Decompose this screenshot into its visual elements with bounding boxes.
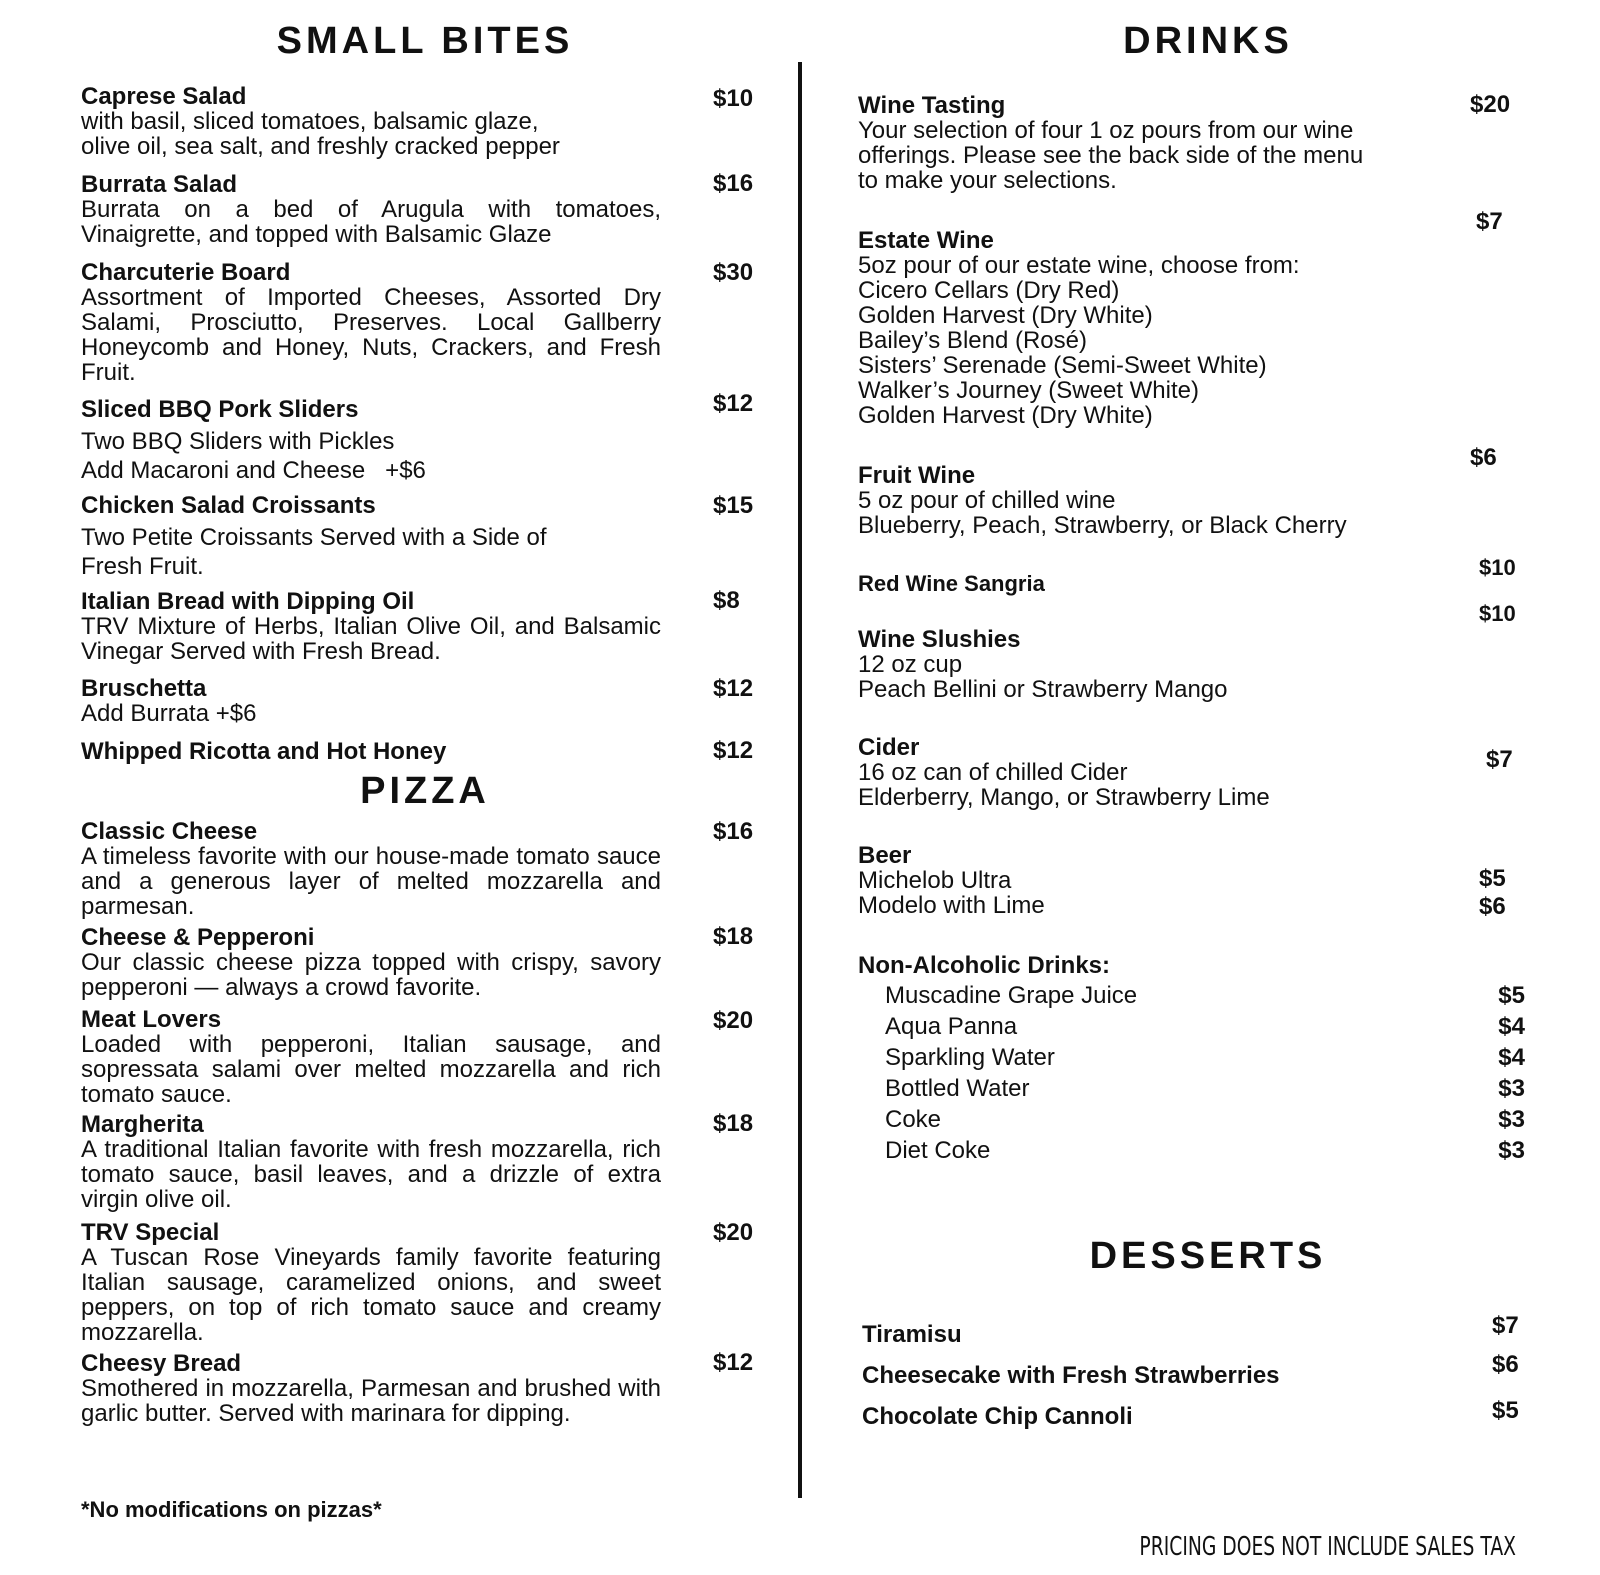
item-desc: Our classic cheese pizza topped with crispy, savory pepperoni — always a crowd favorite.: [81, 949, 661, 1001]
item-name: Muscadine Grape Juice: [885, 982, 1138, 1009]
menu-item: [858, 735, 1458, 810]
item-desc: to make your selections.: [858, 167, 1117, 194]
item-price: $16: [713, 818, 754, 845]
item-name: Cider: [858, 734, 920, 761]
item-price: $7: [1476, 208, 1503, 235]
item-price: $10: [1479, 601, 1516, 626]
item-name: Diet Coke: [885, 1137, 991, 1164]
item-price: $12: [713, 1349, 754, 1376]
item-desc: A timeless favorite with our house-made tomato sauce and a generous layer of melted mozzarella and parmesan.: [81, 843, 661, 920]
item-name: Bottled Water: [885, 1075, 1030, 1102]
item-desc: 5 oz pour of chilled wine: [858, 487, 1116, 514]
item-name: Caprese Salad: [81, 83, 247, 110]
item-name: Coke: [885, 1106, 942, 1133]
item-desc: with basil, sliced tomatoes, balsamic glaze,: [81, 108, 539, 135]
pizza-title: PIZZA: [360, 770, 490, 812]
column-divider: [798, 62, 802, 1498]
item-name: Cheesy Bread: [81, 1350, 242, 1377]
list-item: [885, 1076, 1525, 1101]
non-alcoholic-title: Non-Alcoholic Drinks:: [858, 952, 1111, 979]
item-name: Wine Slushies: [858, 626, 1021, 653]
menu-item: [81, 84, 661, 159]
dessert-name: Tiramisu: [862, 1321, 962, 1348]
pizza-note: *No modifications on pizzas*: [81, 1497, 382, 1522]
item-price: $3: [1498, 1075, 1525, 1102]
drinks-title: DRINKS: [1123, 20, 1293, 62]
sales-tax-note: PRICING DOES NOT INCLUDE SALES TAX: [1139, 1532, 1516, 1562]
item-name: Classic Cheese: [81, 818, 258, 845]
item-name: Meat Lovers: [81, 1006, 222, 1033]
menu-item: [81, 925, 661, 1000]
item-price: $16: [713, 170, 754, 197]
item-desc: offerings. Please see the back side of the menu: [858, 142, 1364, 169]
item-desc: Two BBQ Sliders with Pickles: [81, 428, 395, 455]
menu-item: [81, 172, 661, 247]
item-price: $6: [1470, 444, 1497, 471]
menu-item: [81, 260, 661, 385]
item-desc: Golden Harvest (Dry White): [858, 402, 1153, 429]
item-price: $8: [713, 587, 740, 614]
item-name: Bruschetta: [81, 675, 207, 702]
menu-item: [858, 228, 1458, 428]
item-desc: Peach Bellini or Strawberry Mango: [858, 676, 1228, 703]
item-desc: A Tuscan Rose Vineyards family favorite featuring Italian sausage, caramelized onions, and sweet peppers, on top of rich tomato sauce and creamy mozzarella.: [81, 1244, 661, 1346]
item-desc: Loaded with pepperoni, Italian sausage, and sopressata salami over melted mozzarella and rich tomato sauce.: [81, 1031, 661, 1108]
item-price: $4: [1498, 1013, 1525, 1040]
menu-item: [858, 93, 1458, 193]
item-price: $10: [713, 85, 754, 112]
item-name: Estate Wine: [858, 227, 994, 254]
item-price: $5: [1492, 1397, 1519, 1424]
dessert-name: Chocolate Chip Cannoli: [862, 1403, 1133, 1430]
item-name: Sliced BBQ Pork Sliders: [81, 396, 359, 423]
menu-item: [858, 627, 1458, 702]
item-price: $7: [1492, 1312, 1519, 1339]
item-name: Wine Tasting: [858, 92, 1006, 119]
list-item: [885, 1107, 1525, 1132]
item-desc: Fresh Fruit.: [81, 553, 204, 580]
menu-item: [81, 739, 661, 764]
item-desc: Sisters’ Serenade (Semi-Sweet White): [858, 352, 1267, 379]
item-name: Italian Bread with Dipping Oil: [81, 588, 415, 615]
item-price: $6: [1479, 893, 1506, 920]
item-price: $20: [713, 1007, 754, 1034]
desserts-title: DESSERTS: [1089, 1235, 1327, 1277]
item-price: $12: [713, 737, 754, 764]
item-name: TRV Special: [81, 1219, 220, 1246]
item-desc: Modelo with Lime: [858, 892, 1045, 919]
item-desc: Michelob Ultra: [858, 867, 1012, 894]
item-desc: Blueberry, Peach, Strawberry, or Black Cherry: [858, 512, 1347, 539]
list-item: [885, 1014, 1525, 1039]
list-item: [885, 983, 1525, 1008]
item-price: $18: [713, 1110, 754, 1137]
item-price: $15: [713, 492, 754, 519]
item-name: Chicken Salad Croissants: [81, 492, 376, 519]
menu-item: [81, 397, 661, 485]
item-price: $5: [1498, 982, 1525, 1009]
item-name: Margherita: [81, 1111, 204, 1138]
item-desc: TRV Mixture of Herbs, Italian Olive Oil, and Balsamic Vinegar Served with Fresh Bread.: [81, 613, 661, 665]
item-name: Red Wine Sangria: [858, 571, 1045, 596]
item-desc: A traditional Italian favorite with fresh mozzarella, rich tomato sauce, basil leaves, and a drizzle of extra virgin olive oil.: [81, 1136, 661, 1213]
item-price: $7: [1486, 746, 1513, 773]
menu-item: [858, 843, 1458, 918]
menu-item: [81, 493, 661, 581]
item-desc: olive oil, sea salt, and freshly cracked pepper: [81, 133, 560, 160]
item-desc: 16 oz can of chilled Cider: [858, 759, 1128, 786]
menu-item: [81, 819, 661, 919]
item-desc: Assortment of Imported Cheeses, Assorted Dry Salami, Prosciutto, Preserves. Local Gallberry Honeycomb and Honey, Nuts, Crackers, and Fresh Fruit.: [81, 284, 661, 386]
menu-item: [81, 1007, 661, 1107]
item-name: Sparkling Water: [885, 1044, 1055, 1071]
item-name: Fruit Wine: [858, 462, 976, 489]
item-desc: 5oz pour of our estate wine, choose from:: [858, 252, 1300, 279]
item-desc: Add Macaroni and Cheese +$6: [81, 457, 426, 484]
item-price: $3: [1498, 1137, 1525, 1164]
item-desc: Smothered in mozzarella, Parmesan and brushed with garlic butter. Served with marinara for dipping.: [81, 1375, 661, 1427]
item-desc: 12 oz cup: [858, 651, 963, 678]
item-desc: Elderberry, Mango, or Strawberry Lime: [858, 784, 1270, 811]
list-item: [885, 1045, 1525, 1070]
item-price: $12: [713, 675, 754, 702]
item-name: Aqua Panna: [885, 1013, 1018, 1040]
item-price: $20: [1470, 91, 1511, 118]
item-desc: Bailey’s Blend (Rosé): [858, 327, 1087, 354]
item-price: $18: [713, 923, 754, 950]
item-name: Charcuterie Board: [81, 259, 291, 286]
item-desc: Two Petite Croissants Served with a Side of: [81, 524, 547, 551]
menu-item: [858, 571, 1458, 596]
menu-item: [858, 463, 1458, 538]
item-name: Whipped Ricotta and Hot Honey: [81, 738, 447, 765]
item-price: $30: [713, 259, 754, 286]
item-price: $5: [1479, 865, 1506, 892]
item-price: $12: [713, 390, 754, 417]
item-price: $6: [1492, 1351, 1519, 1378]
item-desc: Burrata on a bed of Arugula with tomatoes, Vinaigrette, and topped with Balsamic Glaze: [81, 196, 661, 248]
item-name: Burrata Salad: [81, 171, 238, 198]
item-desc: Golden Harvest (Dry White): [858, 302, 1153, 329]
menu-item: [81, 1220, 661, 1345]
item-price: $3: [1498, 1106, 1525, 1133]
menu-item: [81, 1112, 661, 1212]
menu-item: [81, 1351, 661, 1426]
list-item: [885, 1138, 1525, 1163]
item-name: Cheese & Pepperoni: [81, 924, 315, 951]
small-bites-title: SMALL BITES: [276, 20, 574, 62]
dessert-name: Cheesecake with Fresh Strawberries: [862, 1362, 1280, 1389]
item-desc: Cicero Cellars (Dry Red): [858, 277, 1120, 304]
item-price: $20: [713, 1219, 754, 1246]
item-name: Beer: [858, 842, 912, 869]
item-desc: Walker’s Journey (Sweet White): [858, 377, 1199, 404]
item-price: $4: [1498, 1044, 1525, 1071]
menu-item: [81, 676, 661, 726]
item-price: $10: [1479, 555, 1516, 580]
item-desc: Add Burrata +$6: [81, 700, 257, 727]
item-desc: Your selection of four 1 oz pours from our wine: [858, 117, 1354, 144]
menu-item: [81, 589, 661, 664]
